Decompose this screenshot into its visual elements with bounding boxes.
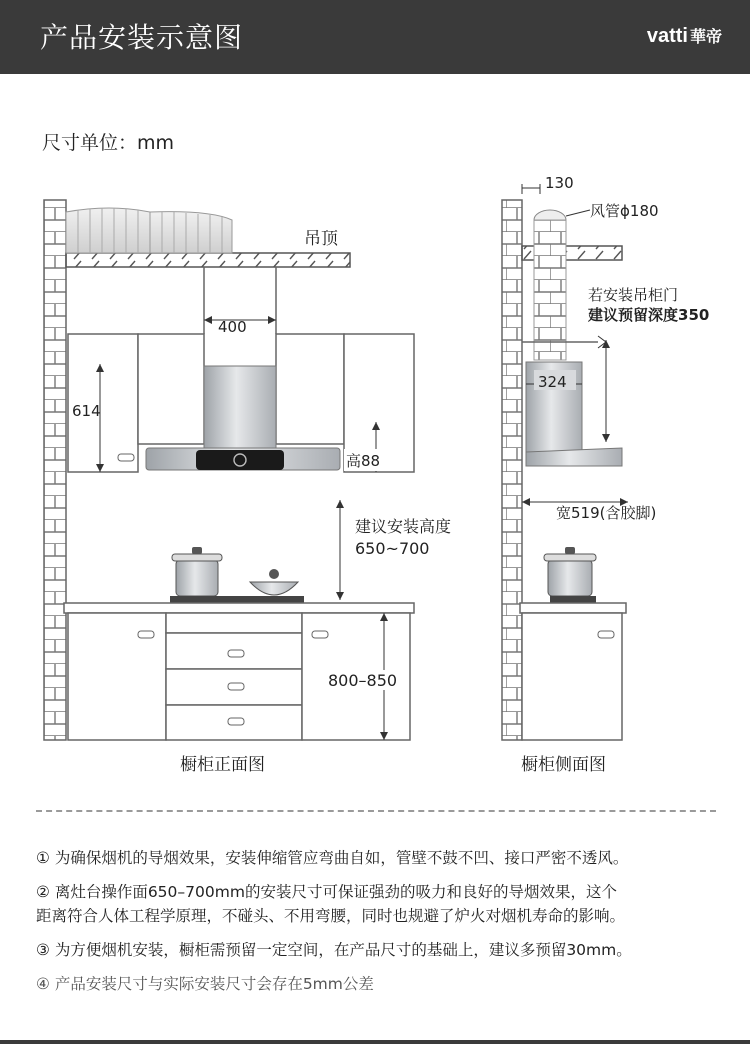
left-inner-cabinet	[138, 334, 204, 444]
width-label: 宽519(含胶脚)	[556, 504, 657, 522]
flex-duct-top	[66, 208, 150, 253]
front-wall	[44, 200, 66, 740]
cabinet-note-line1: 若安装吊柜门	[588, 286, 679, 304]
base-cabinet-left	[68, 613, 166, 740]
installation-diagram	[0, 160, 750, 800]
side-duct	[534, 220, 566, 360]
side-wall	[502, 200, 522, 740]
header-bar	[0, 0, 750, 74]
side-base-cabinet	[522, 613, 622, 740]
duct-width-label: 400	[218, 318, 247, 336]
brand-cn: 華帝	[689, 29, 722, 46]
cabinet-height-label: 614	[72, 402, 101, 420]
brand-latin: vatti	[646, 25, 688, 47]
side-pot-icon	[548, 560, 592, 596]
front-view	[44, 200, 451, 740]
front-view-caption: 橱柜正面图	[180, 755, 265, 775]
brand-logo	[647, 24, 722, 48]
base-drawer-3	[166, 705, 302, 740]
side-view	[502, 174, 709, 740]
note-3: ③ 为方便烟机安装，橱柜需预留一定空间，在产品尺寸的基础上，建议多预留30mm。	[36, 941, 632, 959]
right-inner-cabinet	[276, 334, 344, 444]
base-drawer-2	[166, 669, 302, 705]
hood-depth-label: 324	[538, 373, 567, 391]
ceiling-label: 吊顶	[304, 229, 338, 249]
hood-chimney	[204, 366, 276, 448]
cabinet-note-line2: 建议预留深度350	[588, 306, 710, 324]
front-ceiling	[66, 253, 350, 267]
wok-icon	[250, 582, 298, 595]
counter-height-label: 800–850	[328, 671, 398, 690]
countertop	[64, 603, 414, 613]
hood-control-panel	[196, 450, 284, 470]
base-drawer-1	[166, 633, 302, 669]
page-title: 产品安装示意图	[40, 21, 244, 54]
install-height-label: 建议安装高度	[355, 517, 452, 536]
pot-icon	[176, 560, 218, 596]
side-countertop	[520, 603, 626, 613]
duct-diameter-label: 风管ϕ180	[590, 202, 659, 220]
note-1: ① 为确保烟机的导烟效果，安装伸缩管应弯曲自如，管壁不鼓不凹、接口严密不透风。	[36, 849, 629, 867]
offset-label: 130	[545, 174, 574, 192]
footer-line	[0, 1040, 750, 1044]
section-divider	[36, 810, 716, 812]
side-view-caption: 橱柜侧面图	[521, 755, 606, 775]
note-4: ④ 产品安装尺寸与实际安装尺寸会存在5mm公差	[36, 975, 374, 993]
note-2-continued: 距离符合人体工程学原理，不碰头、不用弯腰，同时也规避了炉火对烟机寿命的影响。	[36, 907, 626, 925]
base-top-drawer	[166, 613, 302, 633]
gas-stove	[170, 596, 304, 603]
install-height-range: 650~700	[355, 539, 430, 558]
hood-height-label: 高88	[346, 452, 381, 470]
installation-notes	[36, 846, 726, 1006]
note-2: ② 离灶台操作面650–700mm的安装尺寸可保证强劲的吸力和良好的导烟效果，这个	[36, 883, 617, 901]
units-label: 尺寸单位：mm	[42, 132, 175, 154]
